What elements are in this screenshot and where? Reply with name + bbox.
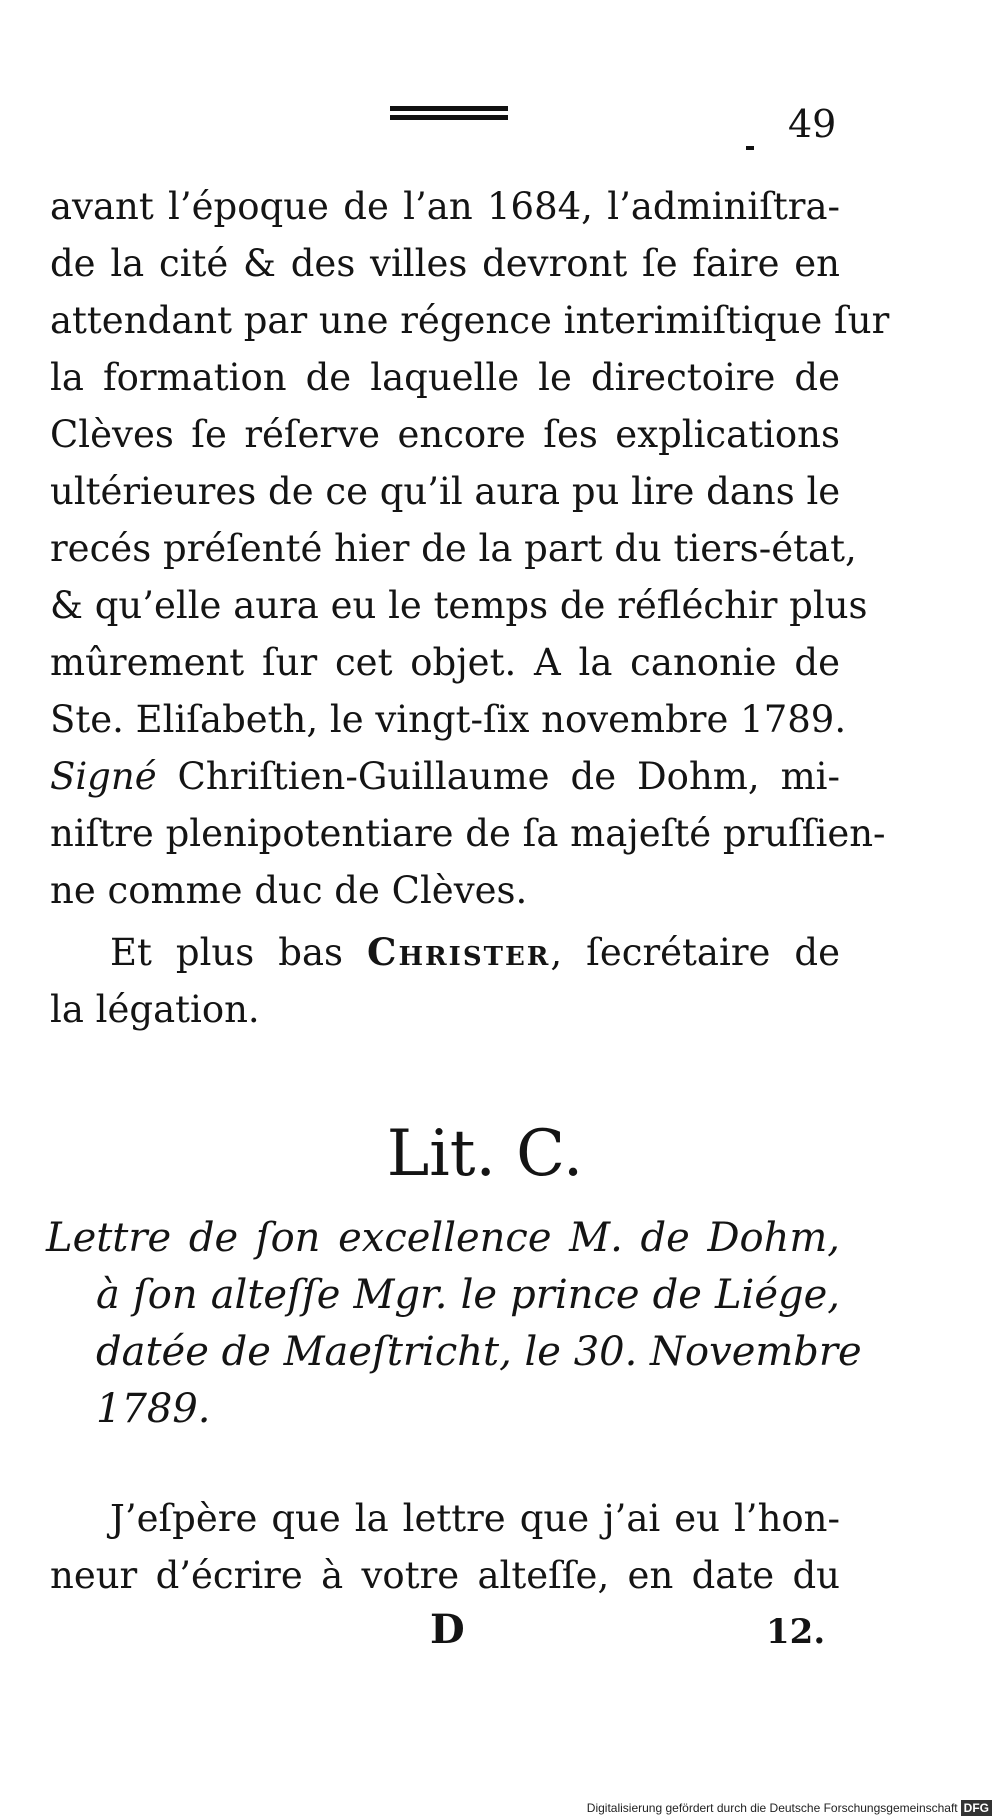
- secretary-name: Christer: [367, 930, 551, 974]
- body-line-13: ne comme duc de Clèves.: [50, 869, 528, 912]
- body-line-4: la formation de laquelle le directoire de: [50, 356, 840, 399]
- para2-line-2: la légation.: [50, 988, 260, 1031]
- body-line-11: [50, 748, 840, 805]
- catchword: 12.: [766, 1612, 826, 1652]
- para3-line-2: neur d’écrire à votre alteſſe, en date du: [50, 1554, 840, 1597]
- body-line-6: ultérieures de ce qu’il aura pu lire dans le: [50, 470, 841, 513]
- credit-text: Digitalisierung gefördert durch die Deutsche Forschungsgemeinschaft: [586, 1801, 958, 1815]
- para2-rest: , ſecrétaire de: [550, 931, 841, 974]
- para2-start: Et plus bas: [110, 931, 343, 974]
- header-dot-ornament: [746, 146, 754, 150]
- signature-mark: D: [430, 1606, 465, 1653]
- body-line-8: & qu’elle aura eu le temps de réfléchir plus: [50, 584, 868, 627]
- para2-line-1: [50, 924, 840, 981]
- body-paragraph-3: [50, 1490, 840, 1604]
- caption-line-2: à ſon alteſſe Mgr. le prince de Liége,: [96, 1272, 840, 1318]
- dfg-badge: DFG: [961, 1800, 992, 1816]
- caption-line-3: datée de Maeſtricht, le 30. Novembre: [96, 1329, 862, 1375]
- para3-line-1: J’eſpère que la lettre que j’ai eu l’hon-: [110, 1497, 840, 1540]
- page-number: 49: [788, 102, 837, 146]
- section-heading-text: Lit. C.: [386, 1117, 584, 1191]
- body-line-1: avant l’époque de l’an 1684, l’adminiſtra-: [50, 185, 840, 228]
- body-line-7: recés préſenté hier de la part du tiers-état,: [50, 527, 857, 570]
- body-paragraph-2: [50, 924, 840, 1038]
- signatory-text: Chriſtien-Guillaume de Dohm, mi-: [177, 755, 840, 798]
- body-line-3: attendant par une régence interimiſtique ſur: [50, 299, 890, 342]
- body-line-12: niſtre plenipotentiare de ſa majeſté pruſſien-: [50, 812, 886, 855]
- digitization-credit: [587, 1800, 992, 1816]
- body-line-10: Ste. Eliſabeth, le vingt-ſix novembre 1789.: [50, 698, 847, 741]
- letter-caption: [46, 1210, 862, 1438]
- body-line-5: Clèves ſe réſerve encore ſes explications: [50, 413, 840, 456]
- signe-word: Signé: [50, 755, 157, 798]
- caption-line-4: 1789.: [96, 1386, 211, 1432]
- section-heading: [0, 1114, 1000, 1194]
- header-rule-ornament: [390, 106, 508, 120]
- caption-line-1: Lettre de ſon excellence M. de Dohm,: [46, 1215, 840, 1261]
- body-line-9: mûrement ſur cet objet. A la canonie de: [50, 641, 840, 684]
- body-paragraph-1: [50, 178, 890, 919]
- body-line-2: de la cité & des villes devront ſe faire en: [50, 242, 840, 285]
